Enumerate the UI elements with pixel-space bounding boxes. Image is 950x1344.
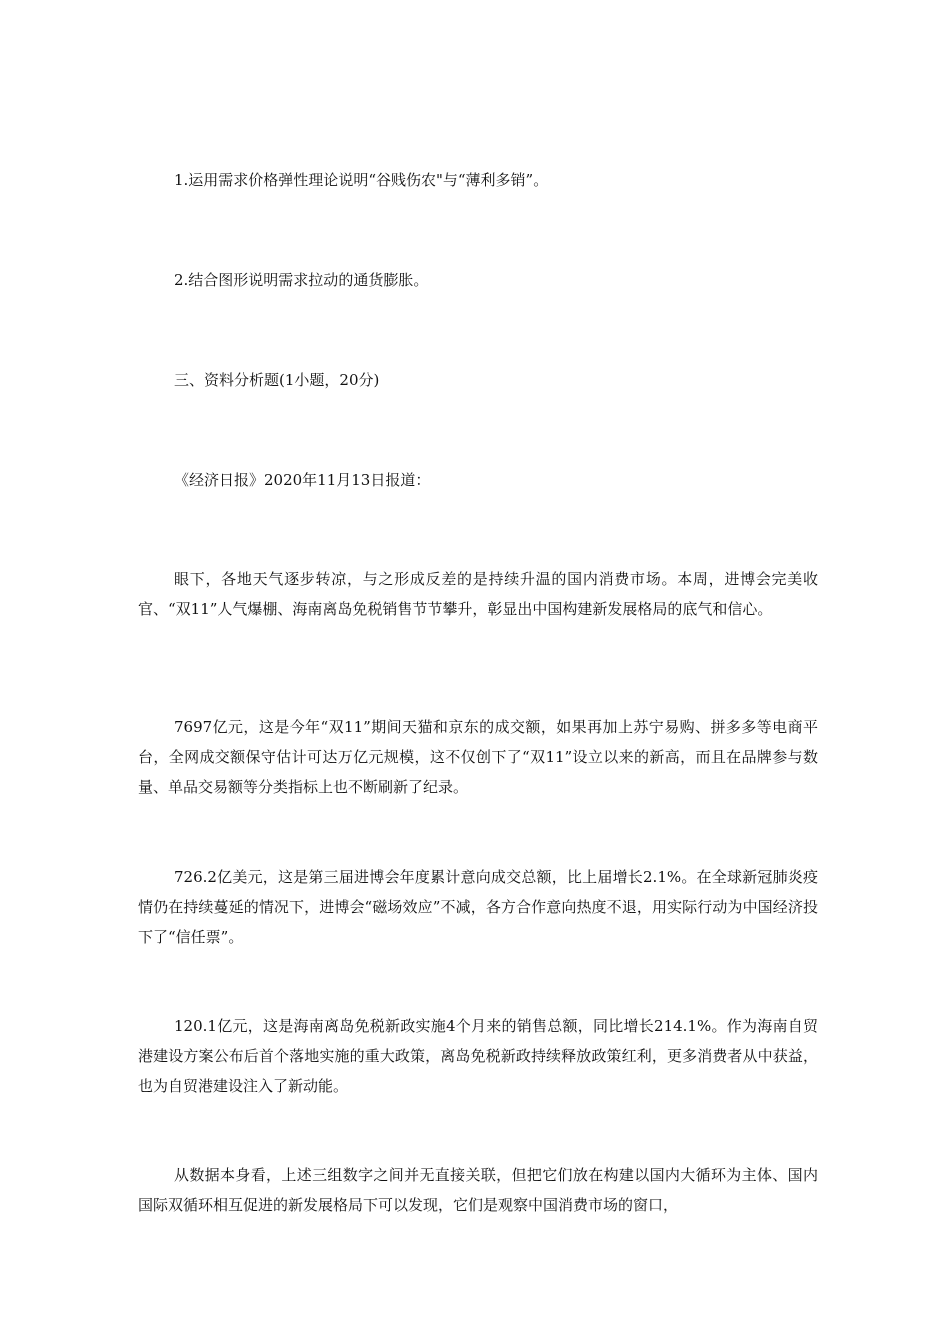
paragraph-double11: 7697亿元，这是今年“双11”期间天猫和京东的成交额，如果再加上苏宁易购、拼多多等电商平台，全网成交额保守估计可达万亿元规模，这不仅创下了“双11”设立以来的新高，而且在品牌参与数量、单品交易额等分类指标上也不断刷新了纪录。 bbox=[138, 718, 818, 796]
paragraph-intro: 眼下，各地天气逐步转凉，与之形成反差的是持续升温的国内消费市场。本周，进博会完美收官、“双11”人气爆棚、海南离岛免税销售节节攀升，彰显出中国构建新发展格局的底气和信心。 bbox=[138, 570, 818, 618]
paragraph-hainan: 120.1亿元，这是海南离岛免税新政实施4个月来的销售总额，同比增长214.1%。作为海南自贸港建设方案公布后首个落地实施的重大政策，离岛免税新政持续释放政策红利，更多消费者从中获益，也为自贸港建设注入了新动能。 bbox=[138, 1017, 818, 1095]
question-1: 1.运用需求价格弹性理论说明“谷贱伤农"与“薄利多销”。 bbox=[174, 171, 549, 189]
section-heading: 三、资料分析题(1小题，20分) bbox=[174, 371, 380, 389]
source-line: 《经济日报》2020年11月13日报道： bbox=[174, 471, 431, 489]
paragraph-analysis: 从数据本身看，上述三组数字之间并无直接关联，但把它们放在构建以国内大循环为主体、国内国际双循环相互促进的新发展格局下可以发现，它们是观察中国消费市场的窗口， bbox=[138, 1166, 818, 1214]
question-2: 2.结合图形说明需求拉动的通货膨胀。 bbox=[174, 271, 429, 289]
paragraph-expo: 726.2亿美元，这是第三届进博会年度累计意向成交总额，比上届增长2.1%。在全球新冠肺炎疫情仍在持续蔓延的情况下，进博会“磁场效应”不减，各方合作意向热度不退，用实际行动为中国经济投下了“信任票”。 bbox=[138, 868, 818, 946]
